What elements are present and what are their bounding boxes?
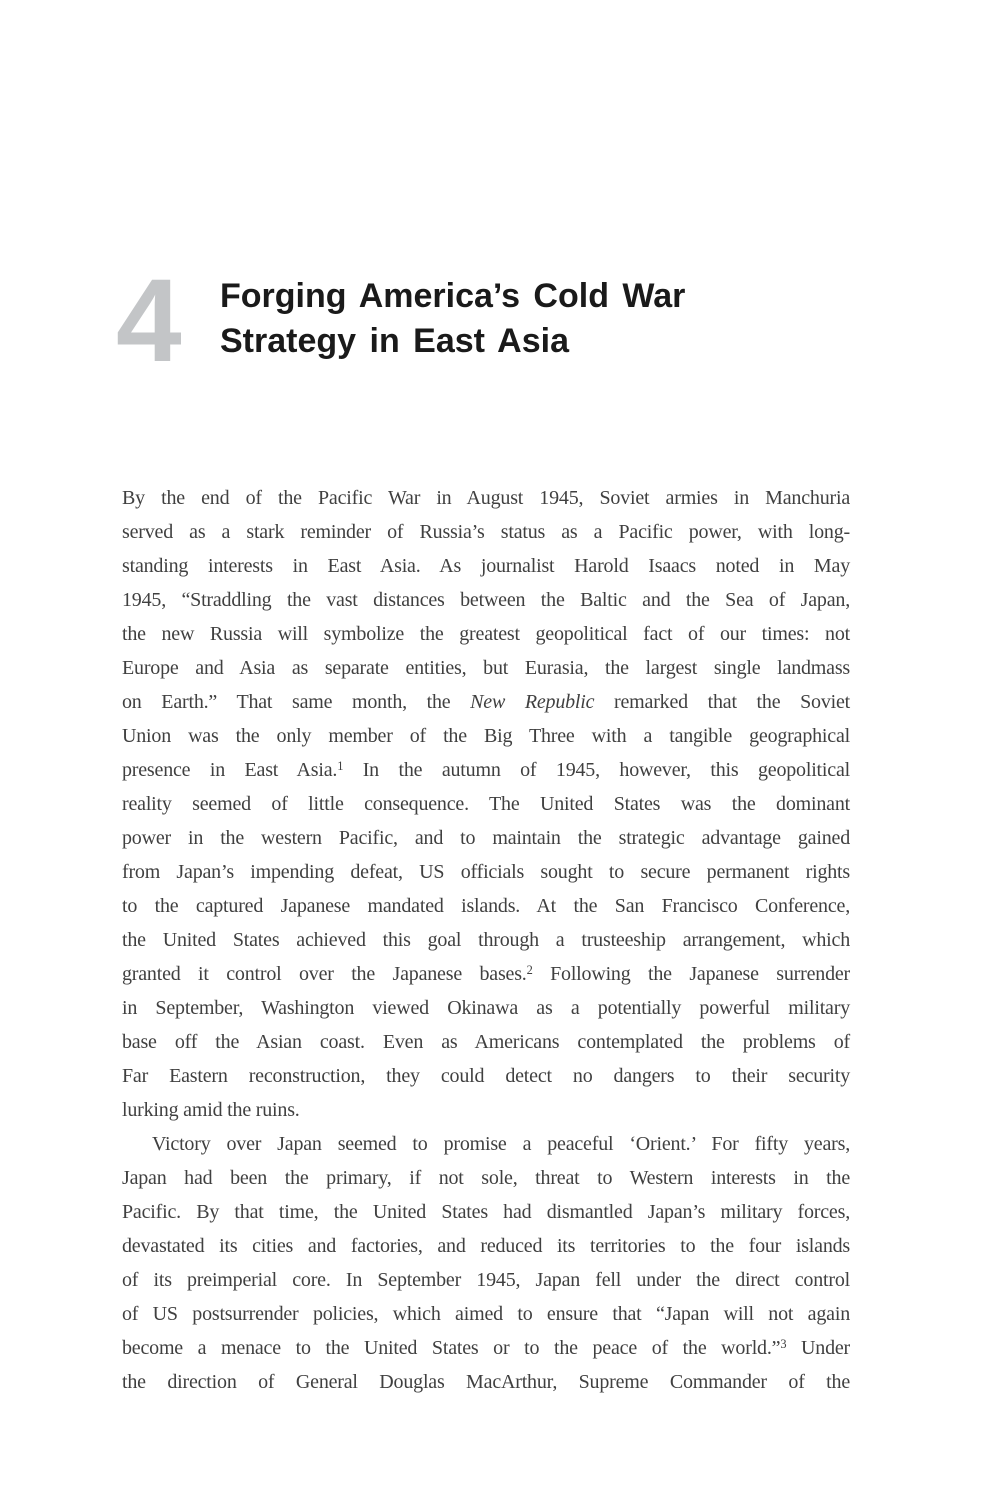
text-line: Far Eastern reconstruction, they could detect no dangers to their security <box>122 1065 850 1087</box>
text-line: By the end of the Pacific War in August 1945, Soviet armies in Manchuria <box>122 487 850 509</box>
paragraph <box>122 1127 850 1399</box>
text-line: from Japan’s impending defeat, US officials sought to secure permanent rights <box>122 861 850 883</box>
text-line: the United States achieved this goal through a trusteeship arrangement, which <box>122 929 850 951</box>
chapter-title-line-1: Forging America’s Cold War <box>220 277 686 315</box>
text-line: served as a stark reminder of Russia’s status as a Pacific power, with long- <box>122 521 850 543</box>
text-line: Japan had been the primary, if not sole, threat to Western interests in the <box>122 1167 850 1189</box>
text-line: Victory over Japan seemed to promise a peaceful ‘Orient.’ For fifty years, <box>152 1133 850 1155</box>
chapter-number: 4 <box>116 255 180 387</box>
text-line: of US postsurrender policies, which aimed to ensure that “Japan will not again <box>122 1303 850 1325</box>
text-line: granted it control over the Japanese bases.$^2$ Following the Japanese surrender <box>122 963 851 985</box>
text-line: to the captured Japanese mandated islands. At the San Francisco Conference, <box>122 895 850 917</box>
text-line: lurking amid the ruins. <box>122 1099 300 1121</box>
text-line: Pacific. By that time, the United States had dismantled Japan’s military forces, <box>122 1201 850 1223</box>
text-line: standing interests in East Asia. As journalist Harold Isaacs noted in May <box>122 555 850 577</box>
text-line: Union was the only member of the Big Three with a tangible geographical <box>122 725 850 747</box>
text-line: become a menace to the United States or to the peace of the world.”$^3$ Under <box>122 1337 851 1359</box>
text-line: Europe and Asia as separate entities, but Eurasia, the largest single landmass <box>122 657 850 679</box>
paragraph <box>122 481 850 1127</box>
text-line: presence in East Asia.$^1$ In the autumn of 1945, however, this geopolitical <box>122 759 850 781</box>
text-line: in September, Washington viewed Okinawa as a potentially powerful military <box>122 997 850 1019</box>
text-line: 1945, “Straddling the vast distances between the Baltic and the Sea of Japan, <box>122 589 850 611</box>
text-line: devastated its cities and factories, and reduced its territories to the four islands <box>122 1235 850 1257</box>
text-line: of its preimperial core. In September 1945, Japan fell under the direct control <box>122 1269 850 1291</box>
text-line: reality seemed of little consequence. The United States was the dominant <box>122 793 850 815</box>
text-line: the direction of General Douglas MacArthur, Supreme Commander of the <box>122 1371 850 1393</box>
text-line: base off the Asian coast. Even as Americans contemplated the problems of <box>122 1031 850 1053</box>
text-line: on Earth.” That same month, the New Republic remarked that the Soviet <box>122 691 851 713</box>
chapter-title-line-2: Strategy in East Asia <box>220 322 569 360</box>
text-line: power in the western Pacific, and to maintain the strategic advantage gained <box>122 827 850 849</box>
chapter-title <box>220 274 685 364</box>
text-line: the new Russia will symbolize the greatest geopolitical fact of our times: not <box>122 623 850 645</box>
body-text <box>122 481 850 1399</box>
